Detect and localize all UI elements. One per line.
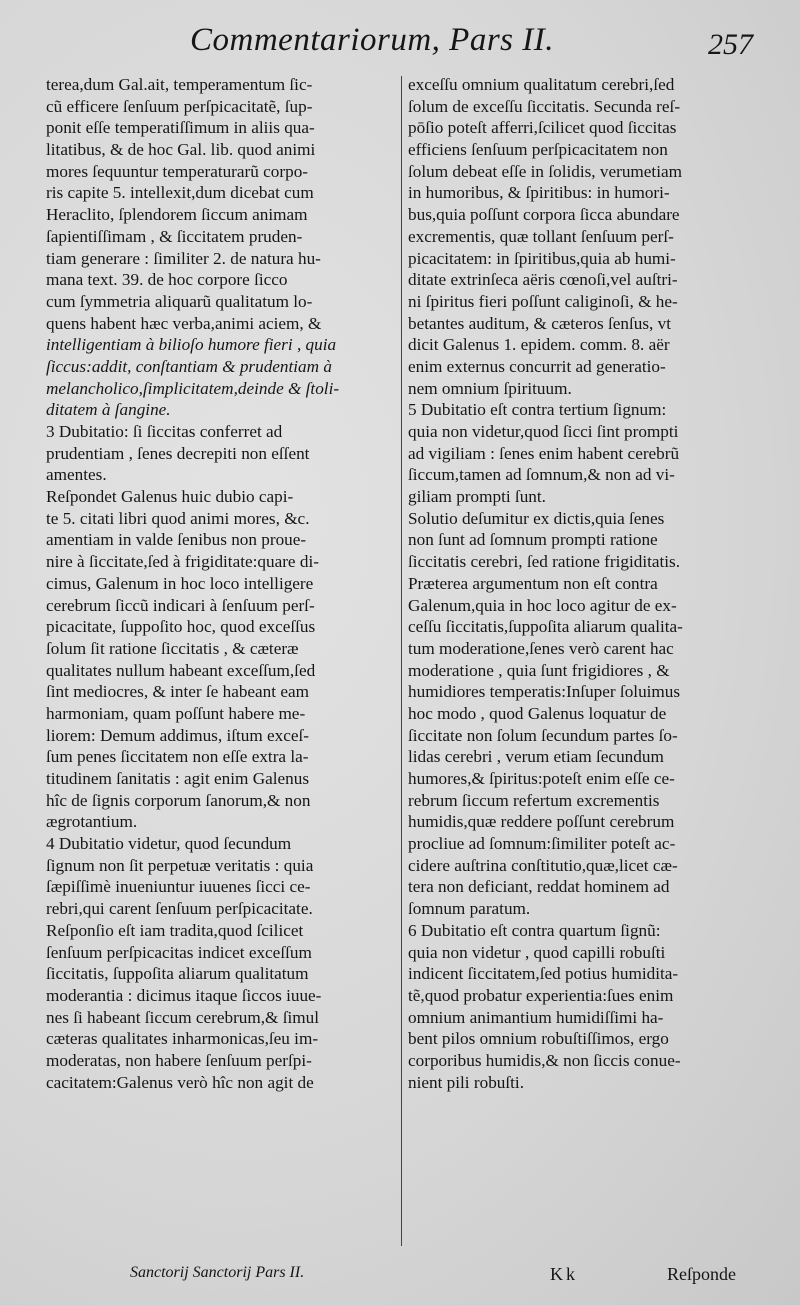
text-line: nem omnium ſpirituum. xyxy=(408,378,572,398)
left-column xyxy=(46,74,396,1093)
text-line: in humoribus, & ſpiritibus: in humori- xyxy=(408,183,670,203)
text-line: ni ſpiritus fieri poſſunt caliginoſi, & he- xyxy=(408,291,678,311)
text-line: cum ſymmetria aliquarũ qualitatum lo- xyxy=(46,291,313,311)
text-line: dicit Galenus 1. epidem. comm. 8. aër xyxy=(408,335,670,355)
text-line: prudentiam , ſenes decrepiti non eſſent xyxy=(46,443,310,463)
text-line: mana text. 39. de hoc corpore ſicco xyxy=(46,270,288,290)
text-line: moderatas, non habere ſenſuum perſpi- xyxy=(46,1050,312,1070)
text-line: tiam generare : ſimiliter 2. de natura hu- xyxy=(46,248,321,268)
text-line: betantes auditum, & cæteros ſenſus, vt xyxy=(408,313,672,333)
text-line: excrementis, quæ tollant ſenſuum perſ- xyxy=(408,226,674,246)
text-line: cæteras qualitates inharmonicas,ſeu im- xyxy=(46,1029,319,1049)
text-line: 6 Dubitatio eſt contra quartum ſignũ: xyxy=(408,920,661,940)
text-line: nient pili robuſti. xyxy=(408,1072,525,1092)
page-number: 257 xyxy=(708,28,753,61)
text-line: ægrotantium. xyxy=(46,812,138,832)
text-line: ſolum debeat eſſe in ſolidis, verumetiam xyxy=(408,161,682,181)
right-column xyxy=(408,74,758,1093)
text-line: procliue ad ſomnum:ſimiliter poteſt ac- xyxy=(408,834,676,854)
text-line: ſæpiſſimè inueniuntur iuuenes ſicci ce- xyxy=(46,877,311,897)
text-line: picacitate, ſuppoſito hoc, quod exceſſus xyxy=(46,617,316,637)
text-line: Heraclito, ſplendorem ſiccum animam xyxy=(46,205,308,225)
text-line: ditatem à ſangine. xyxy=(46,400,171,420)
page-footer xyxy=(0,1264,800,1294)
text-line: te 5. citati libri quod animi mores, &c. xyxy=(46,508,310,528)
text-line: humidis,quæ reddere poſſunt cerebrum xyxy=(408,812,675,832)
text-line: Galenum,quia in hoc loco agitur de ex- xyxy=(408,595,677,615)
text-line: ad vigiliam : ſenes enim habent cerebrũ xyxy=(408,443,680,463)
text-line: ſiccus:addit, conſtantiam & prudentiam à xyxy=(46,356,332,376)
text-line: corporibus humidis,& non ſiccis conue- xyxy=(408,1050,681,1070)
text-line: qualitates nullum habeant exceſſum,ſed xyxy=(46,660,316,680)
text-line: cerebrum ſiccũ indicari à ſenſuum perſ- xyxy=(46,595,315,615)
text-line: ſum penes ſiccitatem non eſſe extra la- xyxy=(46,747,309,767)
text-line: hoc modo , quod Galenus loquatur de xyxy=(408,703,667,723)
text-line: cacitatem:Galenus verò hîc non agit de xyxy=(46,1072,314,1092)
text-line: ſiccitatis cerebri, ſed ratione frigiditatis. xyxy=(408,552,681,572)
text-line: 3 Dubitatio: ſi ſiccitas conferret ad xyxy=(46,422,283,441)
text-line: ſignum non ſit perpetuæ veritatis : quia xyxy=(46,855,314,875)
text-line: bent pilos omnium robuſtiſſimos, ergo xyxy=(408,1029,669,1049)
text-line: ris capite 5. intellexit,dum dicebat cum xyxy=(46,183,314,203)
text-line: moderatione , quia ſunt frigidiores , & xyxy=(408,660,670,680)
text-line: humidiores temperatis:Inſuper ſoluimus xyxy=(408,682,681,702)
text-line: bus,quia poſſunt corpora ſicca abundare xyxy=(408,205,680,225)
text-line: intelligentiam à bilioſo humore fieri , quia xyxy=(46,335,337,355)
text-line: humores,& ſpiritus:poteſt enim eſſe ce- xyxy=(408,769,675,788)
text-line: titudinem ſanitatis : agit enim Galenus xyxy=(46,769,310,788)
text-line: 4 Dubitatio videtur, quod ſecundum xyxy=(46,834,292,854)
text-line: moderantia : dicimus itaque ſiccos iuue- xyxy=(46,985,322,1005)
text-line: quia non videtur,quod ſicci ſint prompti xyxy=(408,422,679,441)
text-line: ſiccitate non ſolum ſecundum partes ſo- xyxy=(408,725,678,745)
text-line: amentes. xyxy=(46,465,107,485)
text-line: enim externus concurrit ad generatio- xyxy=(408,356,666,376)
text-line: cimus, Galenum in hoc loco intelligere xyxy=(46,573,314,593)
text-line: Reſponſio eſt iam tradita,quod ſcilicet xyxy=(46,920,304,940)
text-line: Præterea argumentum non eſt contra xyxy=(408,573,658,593)
text-line: cidere auſtrina conſtitutio,quæ,licet cæ- xyxy=(408,855,678,875)
text-line: ditate extrinſeca aëris cœnoſi,vel auſtri- xyxy=(408,270,678,290)
catchword: Reſponde xyxy=(667,1264,736,1284)
text-line: ſiccum,tamen ad ſomnum,& non ad vi- xyxy=(408,465,675,485)
text-line: rebri,qui carent ſenſuum perſpicacitate. xyxy=(46,899,313,919)
page-header xyxy=(0,22,800,72)
text-line: litatibus, & de hoc Gal. lib. quod animi xyxy=(46,140,316,160)
text-line: liorem: Demum addimus, iſtum exceſ- xyxy=(46,725,310,745)
text-line: nire à ſiccitate,ſed à frigiditate:quare di- xyxy=(46,552,319,572)
text-line: 5 Dubitatio eſt contra tertium ſignum: xyxy=(408,400,667,420)
running-title: Commentariorum, Pars II. xyxy=(190,22,554,58)
text-line: ſolum de exceſſu ſiccitatis. Secunda reſ- xyxy=(408,96,681,116)
text-line: harmoniam, quam poſſunt habere me- xyxy=(46,703,306,723)
text-line: indicent ſiccitatem,ſed potius humidita- xyxy=(408,964,679,984)
column-divider xyxy=(401,76,402,1246)
text-line: ſolum ſit ratione ſiccitatis , & cæteræ xyxy=(46,638,299,658)
text-line: ſapientiſſimam , & ſiccitatem pruden- xyxy=(46,226,303,246)
text-line: Reſpondet Galenus huic dubio capi- xyxy=(46,487,294,507)
text-line: quia non videtur , quod capilli robuſti xyxy=(408,942,666,962)
text-line: cũ efficere ſenſuum perſpicacitatẽ, ſup- xyxy=(46,96,313,116)
text-line: quens habent hæc verba,animi aciem, & xyxy=(46,313,322,333)
text-line: exceſſu omnium qualitatum cerebri,ſed xyxy=(408,75,675,94)
text-line: ſiccitatis, ſuppoſita aliarum qualitatum xyxy=(46,964,309,984)
text-line: ceſſu ſiccitatis,ſuppoſita aliarum qualita- xyxy=(408,617,683,637)
text-line: pōſio poteſt afferri,ſcilicet quod ſiccitas xyxy=(408,118,677,138)
text-line: giliam prompti ſunt. xyxy=(408,487,546,507)
text-line: tera non deficiant, reddat hominem ad xyxy=(408,877,670,897)
signature-mark: Kk xyxy=(550,1264,578,1284)
text-line: tẽ,quod probatur experientia:ſues enim xyxy=(408,985,674,1005)
text-line: omnium animantium humidiſſimi ha- xyxy=(408,1007,664,1027)
footer-catchword-left: Sanctorij Sanctorij Pars II. xyxy=(130,1264,305,1281)
text-line: ſenſuum perſpicacitas indicet exceſſum xyxy=(46,942,312,962)
text-line: rebrum ſiccum refertum excrementis xyxy=(408,790,660,810)
text-line: melancholico,ſimplicitatem,deinde & ſtoli- xyxy=(46,378,340,398)
text-line: nes ſi habeant ſiccum cerebrum,& ſimul xyxy=(46,1007,320,1027)
text-line: amentiam in valde ſenibus non proue- xyxy=(46,530,307,550)
text-line: mores ſequuntur temperaturarũ corpo- xyxy=(46,161,309,181)
text-line: tum moderatione,ſenes verò carent hac xyxy=(408,638,674,658)
text-line: ſint mediocres, & inter ſe habeant eam xyxy=(46,682,309,702)
text-line: lidas cerebri , verum etiam ſecundum xyxy=(408,747,664,767)
text-line: hîc de ſignis corporum ſanorum,& non xyxy=(46,790,311,810)
text-line: non ſunt ad ſomnum prompti ratione xyxy=(408,530,658,550)
text-line: ponit eſſe temperatiſſimum in aliis qua- xyxy=(46,118,315,138)
text-line: picacitatem: in ſpiritibus,quia ab humi- xyxy=(408,248,676,268)
text-line: ſomnum paratum. xyxy=(408,899,531,919)
text-line: terea,dum Gal.ait, temperamentum ſic- xyxy=(46,75,313,94)
text-line: efficiens ſenſuum perſpicacitatem non xyxy=(408,140,668,160)
text-line: Solutio deſumitur ex dictis,quia ſenes xyxy=(408,508,665,528)
